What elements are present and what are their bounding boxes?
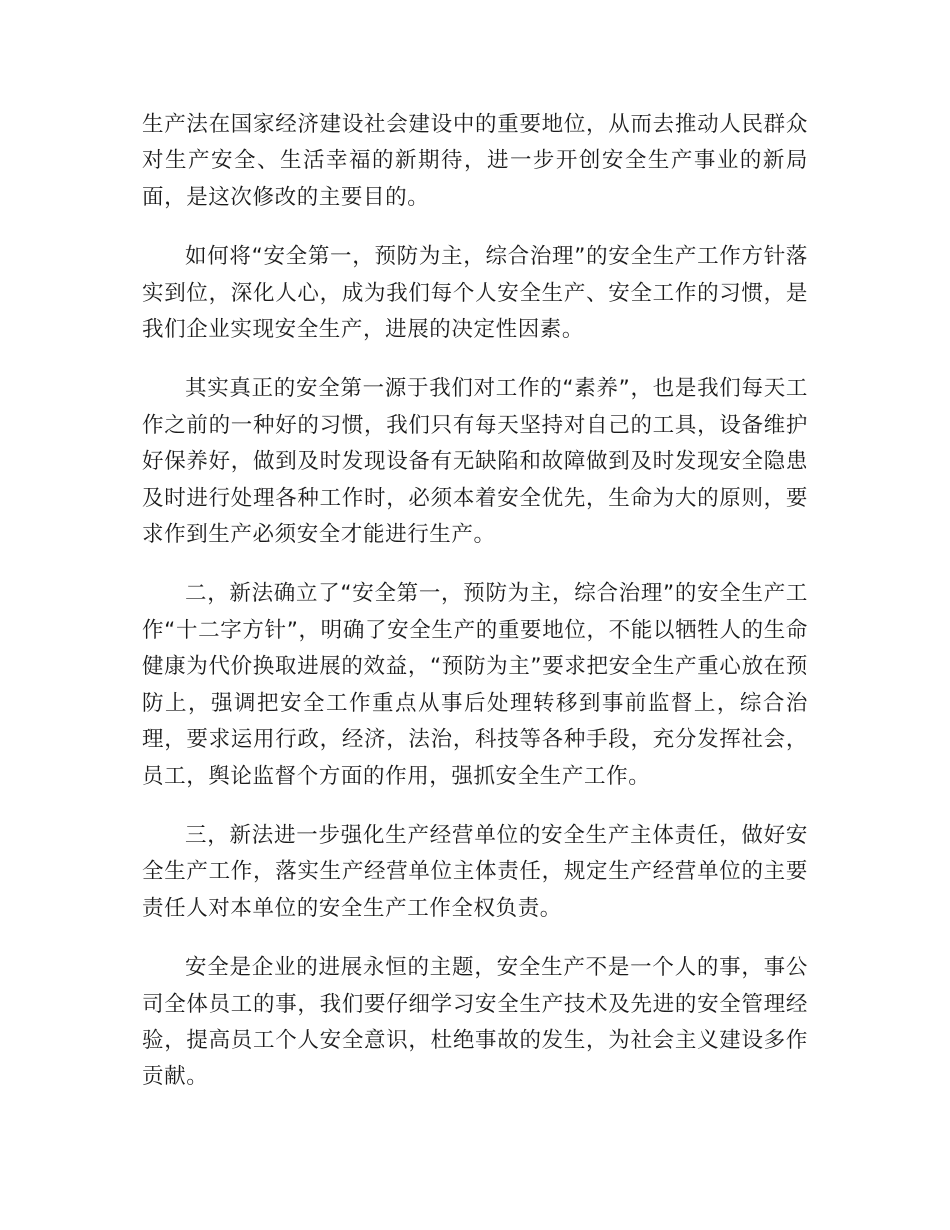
paragraph-point-two: 二，新法确立了“安全第一，预防为主，综合治理”的安全生产工作“十二字方针”，明确了安全生产的重要地位，不能以牺牲人的生命健康为代价换取进展的效益，“预防为主”要求把安全生产重心放在预防上，强调把安全工作重点从事后处理转移到事前监督上，综合治理，要求运用行政，经济，法治，科技等各种手段，充分发挥社会，员工，舆论监督个方面的作用，强抓安全生产工作。 xyxy=(142,581,808,789)
paragraph-safety-habits: 其实真正的安全第一源于我们对工作的“素养”，也是我们每天工作之前的一种好的习惯，我们只有每天坚持对自己的工具，设备维护好保养好，做到及时发现设备有无缺陷和故障做到及时发现安全隐患及时进行处理各种工作时，必须本着安全优先，生命为大的原则，要求作到生产必须安全才能进行生产。 xyxy=(142,376,808,548)
paragraph-point-three: 三，新法进一步强化生产经营单位的安全生产主体责任，做好安全生产工作，落实生产经营单位主体责任，规定生产经营单位的主要责任人对本单位的安全生产工作全权负责。 xyxy=(142,822,808,921)
paragraph-continued: 生产法在国家经济建设社会建设中的重要地位，从而去推动人民群众对生产安全、生活幸福的新期待，进一步开创安全生产事业的新局面，是这次修改的主要目的。 xyxy=(142,112,808,210)
paragraph-conclusion: 安全是企业的进展永恒的主题，安全生产不是一个人的事，事公司全体员工的事，我们要仔细学习安全生产技术及先进的安全管理经验，提高员工个人安全意识，杜绝事故的发生，为社会主义建设多作贡献。 xyxy=(142,955,808,1090)
paragraph-safety-policy: 如何将“安全第一，预防为主，综合治理”的安全生产工作方针落实到位，深化人心，成为我们每个人安全生产、安全工作的习惯，是我们企业实现安全生产，进展的决定性因素。 xyxy=(142,244,808,343)
document-body xyxy=(142,107,808,1119)
